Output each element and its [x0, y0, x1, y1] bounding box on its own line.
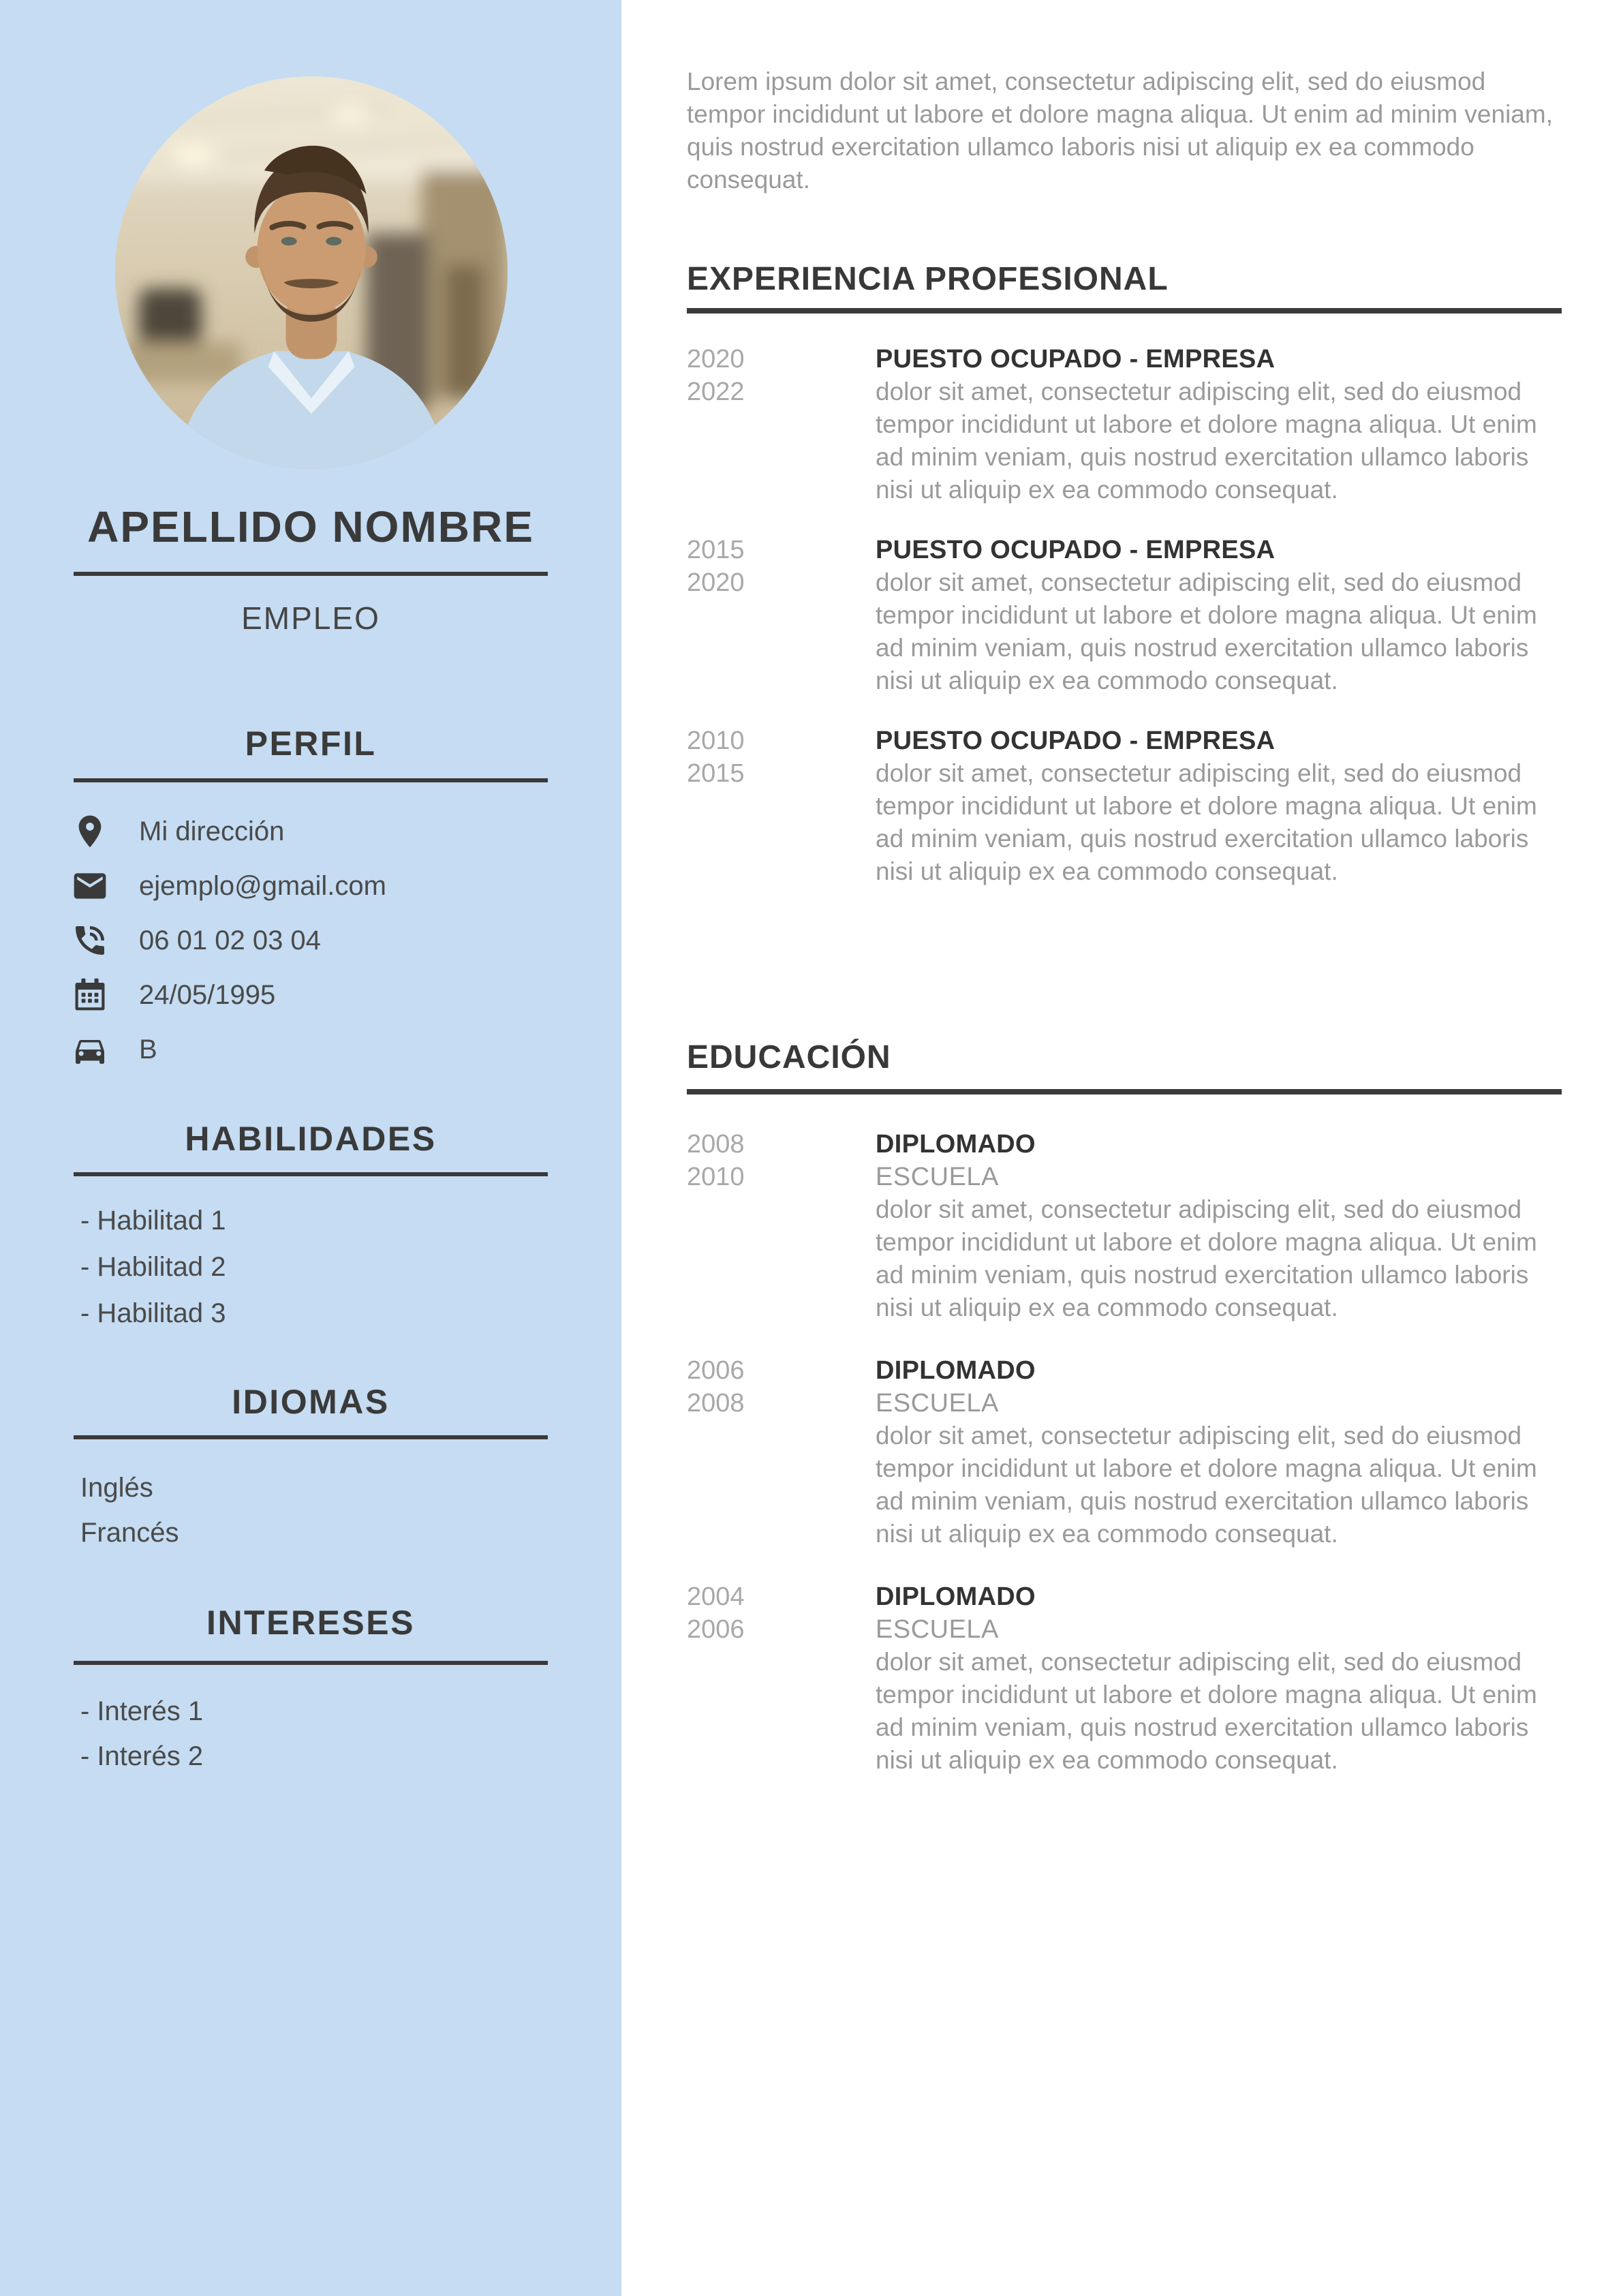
entry-year-start: 2020	[687, 345, 745, 373]
skills-list	[80, 1197, 581, 1336]
contact-address	[0, 804, 621, 859]
entry-content	[876, 343, 1562, 506]
interests-divider	[74, 1661, 548, 1665]
entry-title: DIPLOMADO	[876, 1582, 1036, 1611]
entry-title: PUESTO OCUPADO - EMPRESA	[876, 345, 1276, 373]
contact-driving-license	[0, 1022, 621, 1077]
languages-divider	[74, 1435, 548, 1439]
contact-birthdate	[0, 968, 621, 1022]
contact-phone	[0, 913, 621, 968]
experience-entries	[687, 343, 1562, 915]
entry-description: dolor sit amet, consectetur adipiscing elit, sed do eiusmod tempor incididunt ut labore et dolore magna aliqua. Ut enim ad minim veniam, quis nostrud exercitation ullamco laboris nisi ut aliquip ex ea commodo consequat.	[876, 568, 1537, 694]
email-icon	[71, 867, 109, 905]
education-entry	[687, 1580, 1562, 1777]
experience-entry	[687, 724, 1562, 888]
skill-item: - Habilitad 3	[80, 1298, 226, 1328]
phone-icon	[71, 921, 109, 960]
entry-content	[876, 534, 1562, 697]
entry-years	[687, 1128, 876, 1324]
language-item: Francés	[80, 1518, 179, 1548]
entry-content	[876, 724, 1562, 888]
experience-entry	[687, 343, 1562, 506]
skill-item: - Habilitad 2	[80, 1252, 226, 1282]
entry-content	[876, 1580, 1562, 1777]
entry-description: dolor sit amet, consectetur adipiscing elit, sed do eiusmod tempor incididunt ut labore et dolore magna aliqua. Ut enim ad minim veniam, quis nostrud exercitation ullamco laboris nisi ut aliquip ex ea commodo consequat.	[876, 759, 1537, 885]
experience-entry	[687, 534, 1562, 697]
entry-title: PUESTO OCUPADO - EMPRESA	[876, 726, 1276, 755]
car-icon	[71, 1030, 109, 1069]
interests-heading: INTERESES	[206, 1604, 415, 1642]
entry-content	[876, 1354, 1562, 1550]
education-divider	[687, 1089, 1562, 1095]
entry-title: PUESTO OCUPADO - EMPRESA	[876, 536, 1276, 564]
entry-year-end: 2010	[687, 1163, 745, 1191]
entry-school: ESCUELA	[876, 1163, 999, 1191]
entry-years	[687, 343, 876, 506]
name-divider	[74, 572, 548, 576]
entry-year-end: 2006	[687, 1615, 745, 1644]
sidebar	[0, 0, 621, 2296]
entry-years	[687, 534, 876, 697]
profile-heading: PERFIL	[245, 724, 377, 763]
interests-list	[80, 1689, 581, 1779]
full-name: APELLIDO NOMBRE	[87, 502, 534, 551]
entry-year-end: 2022	[687, 378, 745, 406]
entry-year-start: 2008	[687, 1130, 745, 1159]
education-entry	[687, 1128, 1562, 1324]
interest-item: - Interés 2	[80, 1741, 204, 1771]
entry-year-end: 2008	[687, 1389, 745, 1418]
education-heading: EDUCACIÓN	[687, 1039, 891, 1075]
experience-divider	[687, 308, 1562, 313]
entry-school: ESCUELA	[876, 1615, 999, 1644]
entry-title: DIPLOMADO	[876, 1356, 1036, 1385]
entry-year-start: 2010	[687, 726, 745, 755]
contact-address-text: Mi dirección	[139, 816, 285, 846]
languages-list	[80, 1465, 581, 1555]
languages-heading: IDIOMAS	[232, 1383, 390, 1421]
entry-year-end: 2015	[687, 759, 745, 788]
calendar-icon	[71, 976, 109, 1014]
contact-license-text: B	[139, 1034, 157, 1065]
profile-divider	[74, 778, 548, 782]
contact-phone-text: 06 01 02 03 04	[139, 925, 321, 955]
skills-heading: HABILIDADES	[185, 1120, 437, 1158]
contact-email-text: ejemplo@gmail.com	[139, 870, 386, 901]
entry-description: dolor sit amet, consectetur adipiscing elit, sed do eiusmod tempor incididunt ut labore et dolore magna aliqua. Ut enim ad minim veniam, quis nostrud exercitation ullamco laboris nisi ut aliquip ex ea commodo consequat.	[876, 1422, 1537, 1548]
entry-content	[876, 1128, 1562, 1324]
language-item: Inglés	[80, 1473, 153, 1503]
entry-year-start: 2004	[687, 1582, 745, 1611]
education-entry	[687, 1354, 1562, 1550]
entry-years	[687, 1580, 876, 1777]
profile-photo	[115, 76, 508, 469]
entry-years	[687, 724, 876, 888]
entry-description: dolor sit amet, consectetur adipiscing elit, sed do eiusmod tempor incididunt ut labore et dolore magna aliqua. Ut enim ad minim veniam, quis nostrud exercitation ullamco laboris nisi ut aliquip ex ea commodo consequat.	[876, 1648, 1537, 1774]
contact-birthdate-text: 24/05/1995	[139, 979, 276, 1010]
skill-item: - Habilitad 1	[80, 1206, 226, 1236]
entry-title: DIPLOMADO	[876, 1130, 1036, 1159]
intro-paragraph: Lorem ipsum dolor sit amet, consectetur adipiscing elit, sed do eiusmod tempor incididunt ut labore et dolore magna aliqua. Ut enim ad minim veniam, quis nostrud exercitation ullamco laboris nisi ut aliquip ex ea commodo consequat.	[687, 67, 1553, 194]
education-entries	[687, 1128, 1562, 1807]
entry-year-start: 2006	[687, 1356, 745, 1385]
entry-school: ESCUELA	[876, 1389, 999, 1418]
contact-list	[0, 804, 621, 1077]
job-title: EMPLEO	[241, 600, 380, 636]
entry-description: dolor sit amet, consectetur adipiscing elit, sed do eiusmod tempor incididunt ut labore et dolore magna aliqua. Ut enim ad minim veniam, quis nostrud exercitation ullamco laboris nisi ut aliquip ex ea commodo consequat.	[876, 1195, 1537, 1321]
contact-email	[0, 859, 621, 913]
experience-heading: EXPERIENCIA PROFESIONAL	[687, 261, 1169, 297]
interest-item: - Interés 1	[80, 1696, 204, 1726]
skills-divider	[74, 1172, 548, 1176]
entry-year-end: 2020	[687, 568, 745, 597]
entry-years	[687, 1354, 876, 1550]
profile-photo-placeholder	[115, 76, 508, 469]
entry-year-start: 2015	[687, 536, 745, 564]
location-icon	[71, 812, 109, 851]
entry-description: dolor sit amet, consectetur adipiscing elit, sed do eiusmod tempor incididunt ut labore et dolore magna aliqua. Ut enim ad minim veniam, quis nostrud exercitation ullamco laboris nisi ut aliquip ex ea commodo consequat.	[876, 378, 1537, 504]
